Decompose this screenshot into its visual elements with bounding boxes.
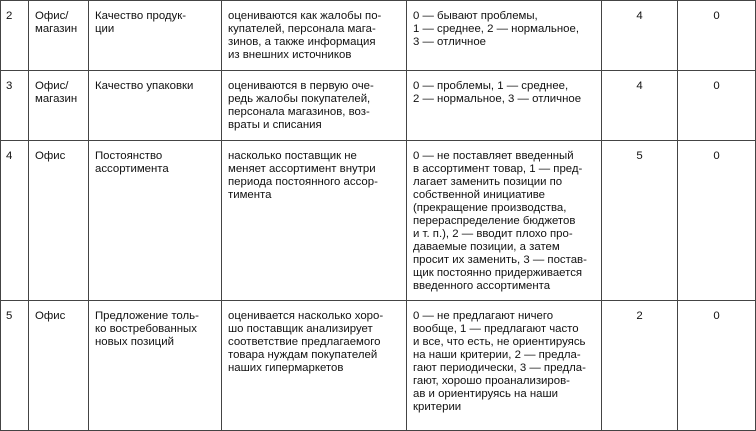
row-number-cell: 4 (1, 141, 29, 301)
score-cell: 0 (678, 71, 756, 141)
table-row (1, 71, 756, 141)
location-cell: Офис/ магазин (29, 1, 89, 71)
score-cell: 0 (678, 301, 756, 431)
weight-cell: 5 (602, 141, 678, 301)
scale-cell: 0 — бывают проблемы, 1 — среднее, 2 — нормальное, 3 — отличное (407, 1, 602, 71)
criterion-cell: Качество продук- ции (89, 1, 222, 71)
weight-cell: 4 (602, 71, 678, 141)
weight-cell: 4 (602, 1, 678, 71)
description-cell: оцениваются как жалобы по- купателей, персонала мага- зинов, а также информация из внешних источников (222, 1, 407, 71)
score-cell: 0 (678, 141, 756, 301)
location-cell: Офис/ магазин (29, 71, 89, 141)
row-number-cell: 2 (1, 1, 29, 71)
weight-cell: 2 (602, 301, 678, 431)
description-cell: насколько поставщик не меняет ассортимент внутри периода постоянного ассор- тимента (222, 141, 407, 301)
row-number-cell: 5 (1, 301, 29, 431)
criterion-cell: Качество упаковки (89, 71, 222, 141)
row-number-cell: 3 (1, 71, 29, 141)
scale-cell: 0 — проблемы, 1 — среднее, 2 — нормальное, 3 — отличное (407, 71, 602, 141)
score-cell: 0 (678, 1, 756, 71)
table-row (1, 1, 756, 71)
criterion-cell: Предложение толь- ко востребованных новых позиций (89, 301, 222, 431)
description-cell: оценивается насколько хоро- шо поставщик анализирует соответствие предлагаемого товара нуждам покупателей наших гипермаркетов (222, 301, 407, 431)
table-row (1, 301, 756, 431)
location-cell: Офис (29, 141, 89, 301)
location-cell: Офис (29, 301, 89, 431)
table-row (1, 141, 756, 301)
description-cell: оцениваются в первую оче- редь жалобы покупателей, персонала магазинов, воз- враты и списания (222, 71, 407, 141)
scale-cell: 0 — не поставляет введенный в ассортимент товар, 1 — пред- лагает заменить позиции по собственной инициативе (прекращение производства, перераспределение бюджетов и т. п.), 2 — вводит плохо про- даваемые позиции, а затем просит их заменить, 3 — постав- щик постоянно придерживается введенного ассортимента (407, 141, 602, 301)
scale-cell: 0 — не предлагают ничего вообще, 1 — предлагают часто и все, что есть, не ориентируясь на наши критерии, 2 — предла- гают периодически, 3 — предла- гают, хорошо проанализиров- ав и ориентируясь на наши критерии (407, 301, 602, 431)
criterion-cell: Постоянство ассортимента (89, 141, 222, 301)
